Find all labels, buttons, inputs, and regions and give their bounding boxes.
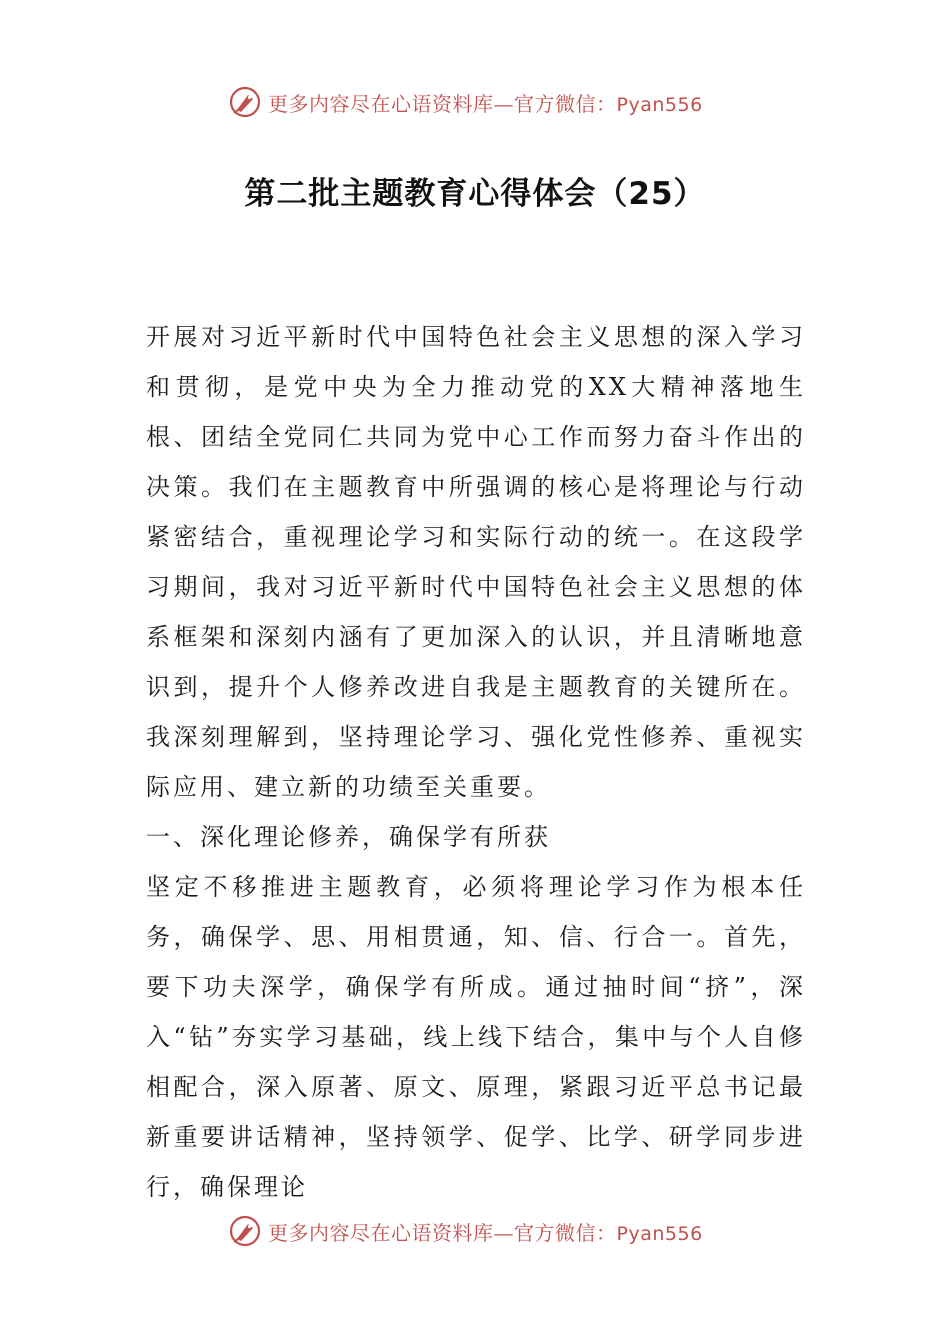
banner-dash: — [493,91,514,116]
paragraph-intro: 开展对习近平新时代中国特色社会主义思想的深入学习和贯彻，是党中央为全力推动党的XX大精神落地生根、团结全党同仁共同为党中心工作而努力奋斗作出的决策。我们在主题教育中所强调的核心是将理论与行动紧密结合，重视理论学习和实际行动的统一。在这段学习期间，我对习近平新时代中国特色社会主义思想的体系框架和深刻内涵有了更加深入的认识，并且清晰地意识到，提升个人修养改进自我是主题教育的关键所在。我深刻理解到，坚持理论学习、强化党性修养、重视实际应用、建立新的功绩至关重要。 [146,323,806,801]
header-banner [228,82,703,122]
banner-wechat-label: 官方微信： [514,91,617,116]
banner-text [268,88,703,117]
section-heading-1: 一、深化理论修养，确保学有所获 [146,823,551,851]
banner-text [268,1217,703,1246]
banner-dash: — [493,1220,514,1245]
pen-nib-logo-icon [228,85,262,119]
banner-site-name: 更多内容尽在心语资料库 [268,1220,494,1245]
pen-nib-logo-icon [228,1214,262,1248]
banner-wechat-id: Pyan556 [616,93,703,116]
document-title: 第二批主题教育心得体会（25） [244,176,706,212]
banner-wechat-id: Pyan556 [616,1222,703,1245]
paragraph-section-1: 坚定不移推进主题教育，必须将理论学习作为根本任务，确保学、思、用相贯通，知、信、行合一。首先，要下功夫深学，确保学有所成。通过抽时间“挤”，深入“钻”夯实学习基础，线上线下结合，集中与个人自修相配合，深入原著、原文、原理，紧跟习近平总书记最新重要讲话精神，坚持领学、促学、比学、研学同步进行，确保理论 [146,873,806,1201]
document-body [146,312,806,1212]
banner-site-name: 更多内容尽在心语资料库 [268,91,494,116]
banner-wechat-label: 官方微信： [514,1220,617,1245]
footer-banner [228,1211,703,1251]
